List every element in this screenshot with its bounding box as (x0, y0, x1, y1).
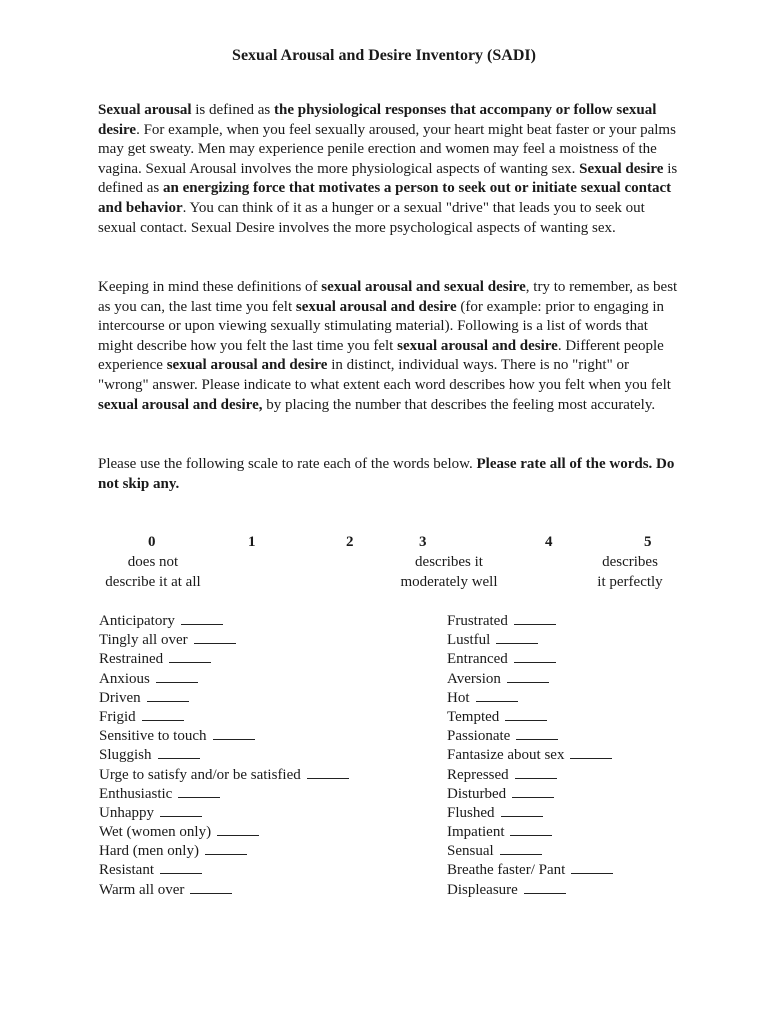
scale-number-3: 3 (419, 534, 427, 550)
rating-blank-line[interactable] (158, 746, 200, 759)
rating-item (447, 670, 613, 689)
rating-blank-line[interactable] (178, 785, 220, 798)
rating-item (99, 861, 349, 880)
rating-item-label: Hot (447, 689, 470, 706)
rating-item (447, 650, 613, 669)
rating-blank-line[interactable] (476, 689, 518, 702)
p1-text-run: . For example, when you feel sexually aroused, your heart might beat faster or your palms may get sweaty. Men may experience penile erection and women may feel a moistness of the vagina. Sexual Arousal involves the more physiological aspects of wanting sex. (98, 121, 676, 177)
rating-blank-line[interactable] (512, 785, 554, 798)
p1-text-run: the physiological responses that accompany or follow sexual desire (98, 102, 657, 138)
rating-item (99, 727, 349, 746)
rating-blank-line[interactable] (156, 670, 198, 683)
rating-item (99, 708, 349, 727)
rating-item-label: Restrained (99, 651, 164, 668)
rating-item-label: Anxious (99, 670, 150, 687)
p2-text-run: sexual arousal and desire (295, 298, 457, 315)
rating-blank-line[interactable] (507, 670, 549, 683)
p2-text-run: Keeping in mind these definitions of (98, 279, 322, 295)
rating-item-label: Warm all over (99, 881, 185, 898)
rating-item (447, 842, 613, 861)
p1-text-run: Sexual arousal (98, 102, 192, 118)
rating-item-label: Entranced (447, 651, 508, 668)
scale-label-3-line1: describes it (415, 554, 483, 570)
rating-item-label: Fantasize about sex (447, 747, 565, 764)
rating-item (447, 612, 613, 631)
rating-blank-line[interactable] (194, 631, 236, 644)
rating-item (99, 881, 349, 900)
rating-item-label: Anticipatory (99, 613, 175, 629)
scale-label-0-line2: describe it at all (105, 574, 201, 590)
p1-text-run: is defined as (98, 160, 678, 197)
rating-item (99, 670, 349, 689)
definitions-paragraph (98, 101, 678, 238)
rating-item (447, 708, 613, 727)
rating-blank-line[interactable] (570, 746, 612, 759)
scale-number-5: 5 (644, 534, 652, 550)
p2-text-run: by placing the number that describes the feeling most accurately. (262, 396, 656, 413)
rating-item (447, 766, 613, 785)
rating-blank-line[interactable] (515, 766, 557, 779)
p2-text-run: sexual arousal and desire, (98, 396, 263, 413)
p2-text-run: , try to remember, as best as you can, the last time you felt (98, 279, 678, 315)
rating-item-label: Disturbed (447, 785, 507, 802)
rating-item-label: Enthusiastic (99, 785, 173, 802)
rating-item (447, 785, 613, 804)
rating-blank-line[interactable] (160, 861, 202, 874)
scale-label-0-line1: does not (127, 554, 179, 570)
rating-item (447, 746, 613, 765)
p2-text-run: sexual arousal and desire (166, 357, 328, 374)
rating-item-label: Repressed (447, 766, 509, 783)
rating-item (447, 689, 613, 708)
scale-label-3-line2: moderately well (400, 574, 498, 590)
p1-text-run: an energizing force that motivates a person to seek out or initiate sexual contact and behavior (98, 180, 672, 216)
rating-item-label: Driven (99, 689, 141, 706)
rating-item (99, 804, 349, 823)
rating-item (99, 823, 349, 842)
rating-blank-line[interactable] (496, 631, 538, 644)
p1-text-run: . You can think of it as a hunger or a sexual "drive" that leads you to seek out sexual contact. Sexual Desire involves the more psychological aspects of wanting sex. (98, 199, 645, 236)
rating-item (99, 650, 349, 669)
scale-label-5 (590, 552, 670, 592)
rating-item-label: Impatient (447, 824, 505, 841)
scale-label-5-line1: describes (602, 554, 658, 570)
rating-item (99, 689, 349, 708)
rating-item-label: Passionate (447, 728, 511, 745)
rating-blank-line[interactable] (160, 804, 202, 817)
rating-blank-line[interactable] (501, 804, 543, 817)
p2-text-run: . Different people experience (98, 337, 664, 374)
rating-item-label: Tempted (447, 708, 500, 725)
rating-item-label: Frustrated (447, 613, 508, 629)
rating-item-label: Urge to satisfy and/or be satisfied (99, 766, 301, 783)
rating-blank-line[interactable] (217, 823, 259, 836)
p2-text-run: in distinct, individual ways. There is no "right" or "wrong" answer. Please indicate to what extent each word describes how you felt when you felt (98, 357, 671, 393)
word-list-right (447, 612, 613, 900)
rating-blank-line[interactable] (514, 612, 556, 625)
p3-text-run: Please rate all of the words. Do not skip any. (98, 456, 675, 492)
rating-item-label: Sensitive to touch (99, 728, 207, 745)
p2-text-run: sexual arousal and sexual desire (321, 279, 526, 295)
rating-item-label: Frigid (99, 708, 136, 725)
rating-item (447, 881, 613, 900)
rating-item (99, 842, 349, 861)
rating-blank-line[interactable] (190, 881, 232, 894)
rating-item-label: Sensual (447, 843, 494, 860)
rating-item-label: Hard (men only) (99, 843, 199, 860)
rating-item (447, 631, 613, 650)
rating-item (99, 746, 349, 765)
rating-item (99, 612, 349, 631)
rating-item (447, 823, 613, 842)
rating-blank-line[interactable] (510, 823, 552, 836)
rating-item-label: Unhappy (99, 804, 154, 821)
rating-blank-line[interactable] (500, 842, 542, 855)
rating-item-label: Tingly all over (99, 632, 188, 649)
rating-item (99, 785, 349, 804)
rating-blank-line[interactable] (514, 650, 556, 663)
scale-number-2: 2 (346, 534, 354, 550)
scale-instructions-paragraph (98, 455, 678, 494)
rating-blank-line[interactable] (524, 881, 566, 894)
rating-item (447, 727, 613, 746)
p1-text-run: is defined as (191, 102, 274, 118)
p1-text-run: Sexual desire (579, 160, 664, 177)
rating-item-label: Flushed (447, 804, 495, 821)
rating-blank-line[interactable] (516, 727, 558, 740)
rating-item-label: Resistant (99, 862, 154, 879)
rating-item-label: Sluggish (99, 747, 152, 764)
scale-label-5-line2: it perfectly (597, 574, 663, 590)
rating-blank-line[interactable] (213, 727, 255, 740)
rating-item-label: Displeasure (447, 881, 518, 898)
rating-blank-line[interactable] (147, 689, 189, 702)
p3-text-run: Please use the following scale to rate each of the words below. (98, 456, 477, 472)
rating-item (447, 804, 613, 823)
rating-item-label: Lustful (447, 632, 491, 649)
scale-label-0 (98, 552, 208, 592)
scale-number-4: 4 (545, 534, 553, 550)
p2-text-run: sexual arousal and desire (397, 337, 558, 354)
page-title: Sexual Arousal and Desire Inventory (SADI) (232, 47, 536, 64)
rating-item (447, 861, 613, 880)
rating-blank-line[interactable] (307, 766, 349, 779)
rating-item (99, 766, 349, 785)
scale-number-0: 0 (148, 534, 156, 550)
rating-item-label: Wet (women only) (99, 824, 212, 841)
rating-blank-line[interactable] (505, 708, 547, 721)
rating-blank-line[interactable] (205, 842, 247, 855)
p2-text-run: (for example: prior to engaging in intercourse or upon viewing sexually stimulating material). Following is a list of words that might describe how you felt the last time you felt (98, 298, 665, 354)
rating-item-label: Breathe faster/ Pant (447, 862, 566, 879)
instructions-paragraph (98, 278, 678, 415)
scale-label-3 (393, 552, 505, 592)
scale-number-1: 1 (248, 534, 256, 550)
rating-blank-line[interactable] (169, 650, 211, 663)
word-list-left (99, 612, 349, 900)
rating-item (99, 631, 349, 650)
rating-blank-line[interactable] (571, 861, 613, 874)
rating-item-label: Aversion (447, 670, 501, 687)
rating-blank-line[interactable] (142, 708, 184, 721)
rating-blank-line[interactable] (181, 612, 223, 625)
